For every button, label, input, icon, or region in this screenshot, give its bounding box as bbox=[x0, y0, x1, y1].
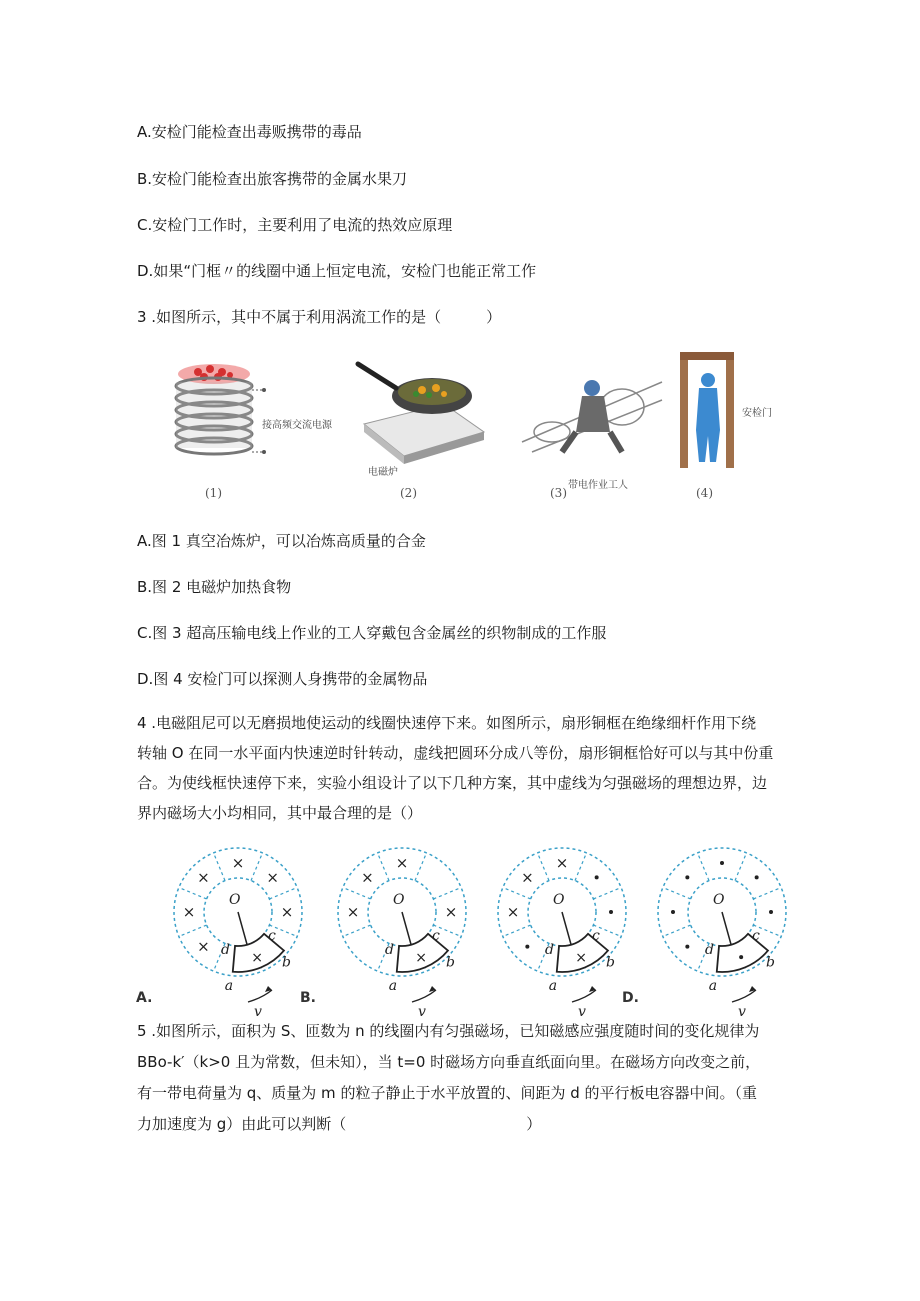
field-out-of-page-mark bbox=[595, 875, 599, 879]
velocity-arrow bbox=[412, 990, 436, 1002]
coil-power-label: 接高频交流电源 bbox=[262, 420, 332, 431]
field-into-page-mark: × bbox=[182, 903, 196, 921]
sector-divider bbox=[179, 925, 207, 936]
sector-divider bbox=[343, 888, 371, 899]
q3-option-c: C.图 3 超高压输电线上作业的工人穿戴包含金属丝的织物制成的工作服 bbox=[137, 624, 607, 642]
field-out-of-page-mark bbox=[685, 945, 689, 949]
q4-option-a-label: A. bbox=[136, 990, 153, 1006]
magnetic-ring-diagrams bbox=[130, 840, 800, 1020]
q4-option-d-label: D. bbox=[622, 990, 639, 1006]
corner-label-d: d bbox=[545, 941, 555, 958]
q2-option-b: B.安检门能检查出旅客携带的金属水果刀 bbox=[137, 170, 408, 188]
q4-stem-line-2: 转轴 O 在同一水平面内快速逆时针转动，虚线把圆环分成八等份，扇形铜框恰好可以与其中份重 bbox=[137, 744, 774, 762]
center-label-o: O bbox=[229, 892, 241, 908]
field-into-page-mark: × bbox=[555, 854, 569, 872]
field-out-of-page-mark bbox=[685, 875, 689, 879]
field-into-page-mark: × bbox=[521, 868, 534, 887]
field-into-page-mark: × bbox=[395, 854, 409, 872]
sector-divider bbox=[378, 853, 389, 881]
q2-option-a: A.安检门能检查出毒贩携带的毒品 bbox=[137, 123, 362, 141]
velocity-label: v bbox=[254, 1004, 262, 1020]
sector-divider bbox=[575, 853, 586, 881]
q4-stem-line-3: 合。为使线框快速停下来，实验小组设计了以下几种方案，其中虚线为匀强磁场的理想边界，边 bbox=[137, 774, 768, 792]
insulating-rod bbox=[722, 912, 732, 948]
sector-divider bbox=[179, 888, 207, 899]
cooker-label: 电磁炉 bbox=[368, 467, 398, 478]
sector-divider bbox=[663, 925, 691, 936]
field-into-page-mark: × bbox=[506, 903, 520, 921]
insulating-rod bbox=[238, 912, 248, 948]
field-into-page-mark: × bbox=[231, 854, 245, 872]
q2-option-c: C.安检门工作时，主要利用了电流的热效应原理 bbox=[137, 216, 453, 234]
corner-label-b: b bbox=[445, 954, 455, 971]
q5-line-1: 5 .如图所示，面积为 S、匝数为 n 的线圈内有匀强磁场，已知磁感应强度随时间的变化规律为 bbox=[137, 1022, 760, 1040]
sector-divider bbox=[269, 888, 297, 899]
q4-stem-line-1: 4 .电磁阻尼可以无磨损地使运动的线圈快速停下来。如图所示，扇形铜框在绝缘细杆作用下绕 bbox=[137, 714, 757, 732]
field-out-of-page-mark bbox=[769, 910, 773, 914]
sector-divider bbox=[698, 853, 709, 881]
field-out-of-page-mark bbox=[609, 910, 613, 914]
sector-divider bbox=[593, 888, 621, 899]
field-into-page-mark: × bbox=[346, 903, 360, 921]
center-label-o: O bbox=[393, 892, 405, 908]
field-out-of-page-mark bbox=[671, 910, 675, 914]
corner-label-c: c bbox=[268, 927, 276, 944]
worker-label: 带电作业工人 bbox=[568, 480, 628, 491]
sector-divider bbox=[663, 888, 691, 899]
insulating-rod bbox=[562, 912, 572, 948]
velocity-label: v bbox=[578, 1004, 586, 1020]
field-into-page-mark: × bbox=[361, 868, 374, 887]
sector-divider bbox=[433, 888, 461, 899]
field-out-of-page-mark bbox=[755, 875, 759, 879]
q3-stem: 3 .如图所示，其中不属于利用涡流工作的是（ ） bbox=[137, 308, 502, 326]
velocity-arrow bbox=[732, 990, 756, 1002]
q3-option-a: A.图 1 真空冶炼炉，可以冶炼高质量的合金 bbox=[137, 532, 426, 550]
field-out-of-page-mark bbox=[525, 945, 529, 949]
field-into-page-mark: × bbox=[197, 937, 210, 956]
velocity-arrow bbox=[572, 990, 596, 1002]
gate-label: 安检门 bbox=[742, 408, 772, 419]
q3-option-b: B.图 2 电磁炉加热食物 bbox=[137, 578, 292, 596]
q5-line-2: BBo-k′（k>0 且为常数，但未知），当 t=0 时磁场方向垂直纸面向里。在磁场方向改变之前， bbox=[137, 1053, 761, 1071]
induction-cooker-figure bbox=[344, 352, 494, 467]
frame-field-mark: × bbox=[415, 950, 428, 967]
field-into-page-mark: × bbox=[444, 903, 458, 921]
sector-divider bbox=[503, 925, 531, 936]
corner-label-b: b bbox=[281, 954, 291, 971]
corner-label-a: a bbox=[548, 977, 558, 994]
center-label-o: O bbox=[553, 892, 565, 908]
velocity-label: v bbox=[418, 1004, 426, 1020]
q4-option-b-label: B. bbox=[300, 990, 316, 1006]
copper-sector-frame bbox=[717, 934, 768, 972]
corner-label-a: a bbox=[708, 977, 718, 994]
corner-label-b: b bbox=[765, 954, 775, 971]
sector-divider bbox=[343, 925, 371, 936]
q5-stem bbox=[137, 1016, 787, 1140]
q4-stem-line-4: 界内磁场大小均相同，其中最合理的是（） bbox=[137, 804, 423, 822]
center-label-o: O bbox=[713, 892, 725, 908]
frame-field-mark: × bbox=[251, 950, 264, 967]
corner-label-b: b bbox=[605, 954, 615, 971]
q5-line-3: 有一带电荷量为 q、质量为 m 的粒子静止于水平放置的、间距为 d 的平行板电容器中间。（重 bbox=[137, 1084, 757, 1102]
sector-divider bbox=[735, 853, 746, 881]
sector-divider bbox=[503, 888, 531, 899]
sector-divider bbox=[214, 853, 225, 881]
field-out-of-page-mark bbox=[720, 861, 724, 865]
vacuum-furnace-figure bbox=[158, 352, 373, 467]
security-gate-figure bbox=[672, 350, 742, 472]
frame-field-mark bbox=[739, 955, 743, 959]
line-worker-figure bbox=[522, 352, 662, 462]
corner-label-c: c bbox=[752, 927, 760, 944]
fig-caption-4: (4) bbox=[696, 486, 713, 500]
corner-label-d: d bbox=[221, 941, 231, 958]
q5-line-4: 力加速度为 g）由此可以判断（ ） bbox=[137, 1115, 542, 1133]
corner-label-a: a bbox=[388, 977, 398, 994]
insulating-rod bbox=[402, 912, 412, 948]
q4-stem bbox=[137, 708, 787, 828]
corner-label-a: a bbox=[224, 977, 234, 994]
sector-divider bbox=[538, 853, 549, 881]
corner-label-c: c bbox=[432, 927, 440, 944]
velocity-label: v bbox=[738, 1004, 746, 1020]
q2-option-d: D.如果“门框〃的线圈中通上恒定电流，安检门也能正常工作 bbox=[137, 262, 537, 280]
field-into-page-mark: × bbox=[197, 868, 210, 887]
corner-label-d: d bbox=[385, 941, 395, 958]
q3-option-d: D.图 4 安检门可以探测人身携带的金属物品 bbox=[137, 670, 428, 688]
fig-caption-2: (2) bbox=[400, 486, 417, 500]
frame-field-mark: × bbox=[575, 950, 588, 967]
sector-divider bbox=[415, 853, 426, 881]
field-into-page-mark: × bbox=[280, 903, 294, 921]
sector-divider bbox=[753, 888, 781, 899]
velocity-arrow bbox=[248, 990, 272, 1002]
corner-label-c: c bbox=[592, 927, 600, 944]
corner-label-d: d bbox=[705, 941, 715, 958]
field-into-page-mark: × bbox=[266, 868, 279, 887]
fig-caption-3: (3) bbox=[550, 486, 567, 500]
fig-caption-1: (1) bbox=[205, 486, 222, 500]
sector-divider bbox=[251, 853, 262, 881]
